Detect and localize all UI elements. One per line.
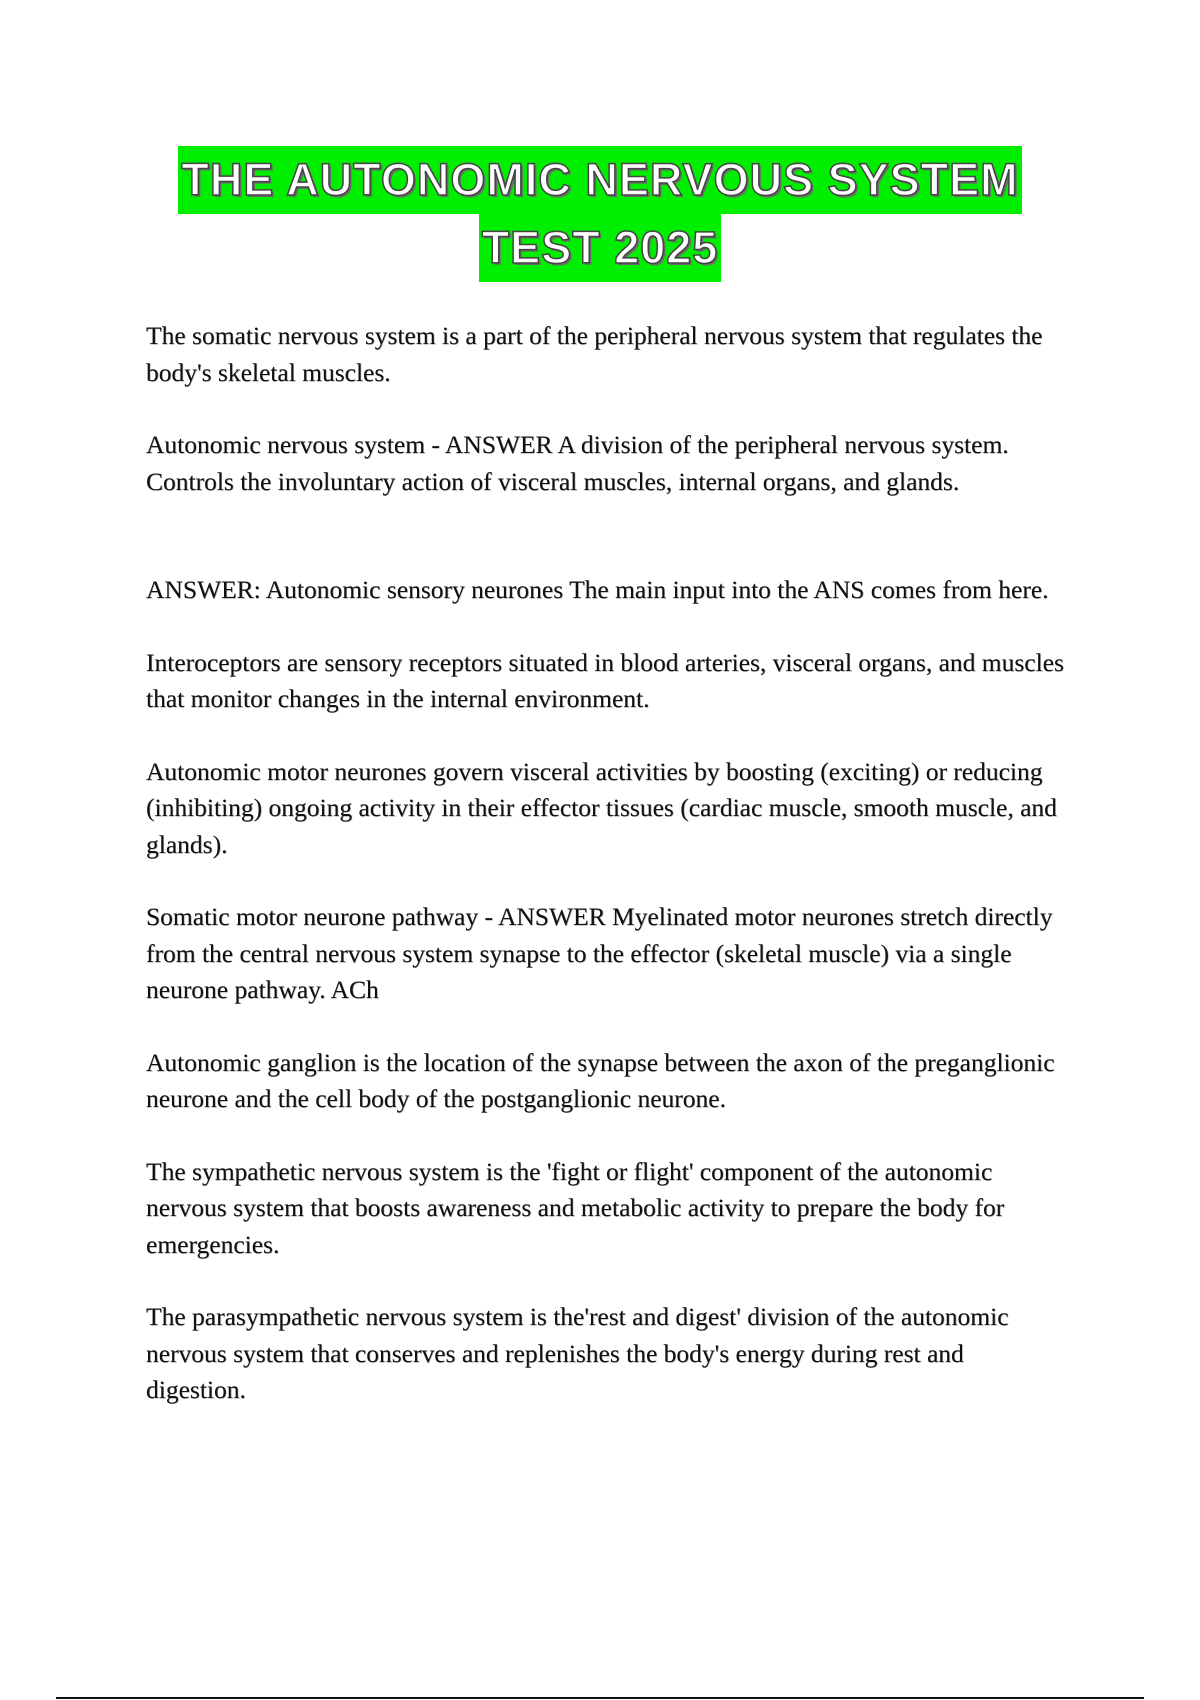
- paragraph-sympathetic-nervous-system: The sympathetic nervous system is the 'fight or flight' component of the autonomic nervous system that boosts awareness and metabolic activity to prepare the body for emergencies.: [146, 1156, 1005, 1259]
- paragraph-autonomic-sensory-neurones: ANSWER: Autonomic sensory neurones The main input into the ANS comes from here.: [146, 575, 1049, 604]
- document-title: [0, 146, 1200, 282]
- footer-rule: [56, 1697, 1144, 1699]
- paragraph-autonomic-nervous-system: Autonomic nervous system - ANSWER A division of the peripheral nervous system. Controls the involuntary action of visceral muscles, internal organs, and glands.: [146, 430, 1009, 496]
- paragraph-somatic-motor-pathway: Somatic motor neurone pathway - ANSWER Myelinated motor neurones stretch directly from the central nervous system synapse to the effector (skeletal muscle) via a single neurone pathway. ACh: [146, 902, 1053, 1004]
- document-body: [146, 318, 1066, 1445]
- title-line-2: TEST 2025: [479, 214, 722, 282]
- title-line-1: THE AUTONOMIC NERVOUS SYSTEM: [178, 146, 1021, 214]
- paragraph-interoceptors: Interoceptors are sensory receptors situated in blood arteries, visceral organs, and muscles that monitor changes in the internal environment.: [146, 647, 1064, 713]
- paragraph-autonomic-ganglion: Autonomic ganglion is the location of the synapse between the axon of the preganglionic neurone and the cell body of the postganglionic neurone.: [146, 1047, 1055, 1113]
- paragraph-autonomic-motor-neurones: Autonomic motor neurones govern visceral activities by boosting (exciting) or reducing (inhibiting) ongoing activity in their effector tissues (cardiac muscle, smooth muscle, and glands).: [146, 756, 1057, 859]
- paragraph-somatic-nervous-system: The somatic nervous system is a part of the peripheral nervous system that regulates the body's skeletal muscles.: [146, 321, 1043, 387]
- paragraph-parasympathetic-nervous-system: The parasympathetic nervous system is the'rest and digest' division of the autonomic nervous system that conserves and replenishes the body's energy during rest and digestion.: [146, 1302, 1009, 1404]
